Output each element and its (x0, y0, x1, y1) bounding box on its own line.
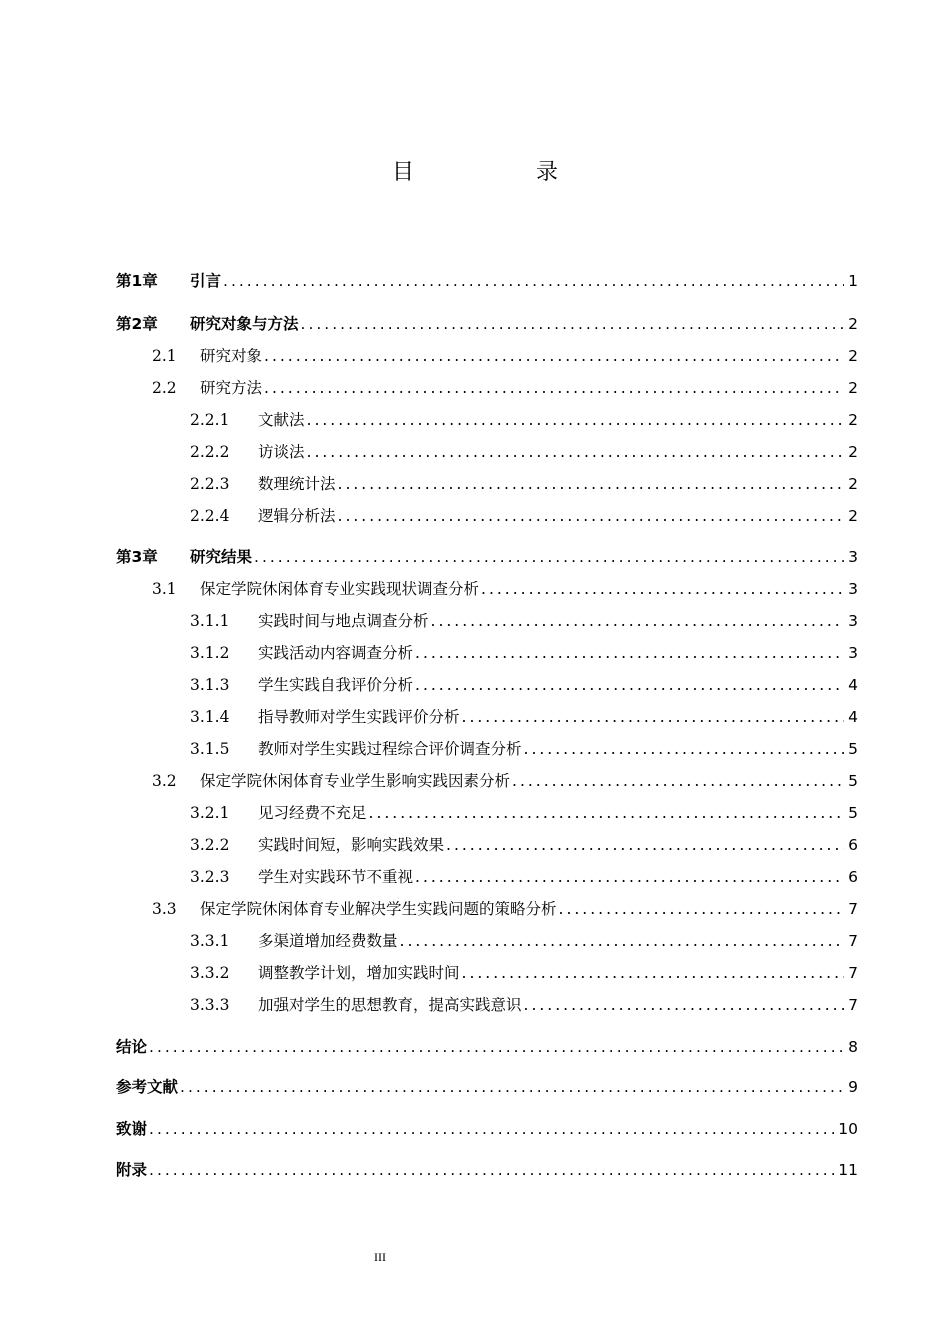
toc-entry[interactable] (190, 994, 858, 1016)
toc-entry-page: 3 (848, 612, 858, 630)
dot-leader (524, 738, 845, 760)
toc-entry-number: 3.1.5 (190, 740, 230, 758)
toc-entry-number: 3.2 (152, 772, 177, 790)
toc-entry-title: 调整教学计划，增加实践时间 (258, 964, 460, 982)
dot-leader (481, 578, 844, 600)
dot-leader (264, 345, 844, 367)
toc-entry-title: 指导教师对学生实践评价分析 (258, 708, 460, 726)
dot-leader (254, 546, 844, 568)
toc-entry[interactable] (190, 473, 858, 495)
toc-entry-number: 2.2.3 (190, 475, 230, 493)
toc-entry-number: 2.2.4 (190, 507, 230, 525)
toc-entry-number: 3.1.4 (190, 708, 230, 726)
toc-entry-page: 2 (848, 347, 858, 365)
toc-entry[interactable] (190, 674, 858, 696)
toc-entry-page: 10 (838, 1120, 858, 1138)
toc-entry-number: 第3章 (116, 548, 158, 566)
toc-entry-title: 逻辑分析法 (258, 507, 336, 525)
toc-entry-title: 研究结果 (190, 548, 253, 566)
dot-leader (446, 834, 844, 856)
toc-entry[interactable] (190, 441, 858, 463)
dot-leader (415, 674, 844, 696)
toc-entry-page: 9 (848, 1078, 858, 1096)
toc-entry-page: 4 (848, 676, 858, 694)
toc-entry-page: 7 (848, 964, 858, 982)
toc-entry-page: 2 (848, 411, 858, 429)
toc-entry-title: 研究对象与方法 (190, 315, 299, 333)
dot-leader (338, 505, 845, 527)
toc-entry[interactable] (116, 1036, 858, 1058)
toc-entry-number: 3.3.3 (190, 996, 230, 1014)
toc-entry-page: 2 (848, 507, 858, 525)
toc-entry-page: 2 (848, 475, 858, 493)
toc-entry-page: 5 (848, 740, 858, 758)
toc-entry-number: 3.3 (152, 900, 177, 918)
toc-entry[interactable] (190, 930, 858, 952)
toc-entry-title: 实践活动内容调查分析 (258, 644, 414, 662)
toc-entry[interactable] (116, 1159, 858, 1181)
dot-leader (431, 610, 845, 632)
toc-entry-title: 保定学院休闲体育专业学生影响实践因素分析 (200, 772, 511, 790)
toc-entry-title: 结论 (116, 1038, 148, 1056)
toc-entry[interactable] (190, 802, 858, 824)
toc-entry-title: 引言 (190, 272, 222, 290)
dot-leader (180, 1076, 844, 1098)
toc-entry-number: 3.3.2 (190, 964, 230, 982)
toc-entry[interactable] (116, 1118, 858, 1140)
toc-entry[interactable] (190, 610, 858, 632)
toc-entry-title: 教师对学生实践过程综合评价调查分析 (258, 740, 522, 758)
toc-entry-title: 文献法 (258, 411, 305, 429)
toc-entry-number: 2.2 (152, 379, 177, 397)
toc-entry-number: 2.1 (152, 347, 177, 365)
toc-entry-number: 3.1.3 (190, 676, 230, 694)
toc-entry-title: 保定学院休闲体育专业实践现状调查分析 (200, 580, 480, 598)
toc-entry-number: 3.3.1 (190, 932, 230, 950)
toc-entry-page: 3 (848, 548, 858, 566)
toc-entry[interactable] (152, 898, 858, 920)
toc-entry-number: 3.2.3 (190, 868, 230, 886)
toc-entry[interactable] (190, 706, 858, 728)
toc-entry-number: 第2章 (116, 315, 158, 333)
toc-entry-title: 学生实践自我评价分析 (258, 676, 414, 694)
toc-entry-number: 第1章 (116, 272, 158, 290)
toc-entry-title: 见习经费不充足 (258, 804, 367, 822)
dot-leader (462, 962, 845, 984)
dot-leader (307, 441, 845, 463)
toc-entry-title: 实践时间与地点调查分析 (258, 612, 429, 630)
toc-entry[interactable] (152, 770, 858, 792)
toc-entry-number: 3.1 (152, 580, 177, 598)
toc-title: 目 录 (391, 160, 608, 185)
toc-entry[interactable] (152, 345, 858, 367)
toc-entry[interactable] (190, 738, 858, 760)
toc-entry-page: 6 (848, 868, 858, 886)
toc-entry-page: 3 (848, 580, 858, 598)
dot-leader (264, 377, 844, 399)
toc-entry-title: 实践时间短，影响实践效果 (258, 836, 445, 854)
toc-entry[interactable] (190, 642, 858, 664)
toc-entry[interactable] (116, 270, 858, 292)
toc-entry-title: 多渠道增加经费数量 (258, 932, 398, 950)
toc-entry-page: 2 (848, 315, 858, 333)
toc-entry-page: 2 (848, 379, 858, 397)
toc-entry-number: 3.2.1 (190, 804, 230, 822)
dot-leader (415, 642, 844, 664)
toc-entry[interactable] (152, 578, 858, 600)
dot-leader (512, 770, 844, 792)
dot-leader (307, 409, 845, 431)
dot-leader (559, 898, 845, 920)
toc-entry[interactable] (152, 377, 858, 399)
toc-entry-page: 6 (848, 836, 858, 854)
dot-leader (149, 1159, 834, 1181)
toc-entry-title: 数理统计法 (258, 475, 336, 493)
toc-entry-number: 3.1.2 (190, 644, 230, 662)
toc-entry-number: 3.1.1 (190, 612, 230, 630)
page-number-footer: III (374, 1250, 386, 1264)
toc-entry-title: 访谈法 (258, 443, 305, 461)
toc-entry-title: 致谢 (116, 1120, 148, 1138)
toc-entry-page: 8 (848, 1038, 858, 1056)
toc-entry-page: 5 (848, 772, 858, 790)
dot-leader (149, 1118, 834, 1140)
toc-entry-title: 附录 (116, 1161, 148, 1179)
toc-entry-page: 7 (848, 932, 858, 950)
toc-entry[interactable] (190, 409, 858, 431)
toc-entry-number: 3.2.2 (190, 836, 230, 854)
toc-entry[interactable] (116, 1076, 858, 1098)
toc-entry-title: 学生对实践环节不重视 (258, 868, 414, 886)
toc-entry-title: 保定学院休闲体育专业解决学生实践问题的策略分析 (200, 900, 557, 918)
toc-entry-title: 参考文献 (116, 1078, 179, 1096)
toc-entry-page: 3 (848, 644, 858, 662)
toc-entry-page: 1 (848, 272, 858, 290)
toc-entry-page: 2 (848, 443, 858, 461)
dot-leader (462, 706, 845, 728)
toc-entry[interactable] (116, 313, 858, 335)
toc-entry[interactable] (116, 546, 858, 568)
toc-entry-page: 5 (848, 804, 858, 822)
toc-entry-number: 2.2.1 (190, 411, 230, 429)
toc-entry[interactable] (190, 866, 858, 888)
toc-entry-number: 2.2.2 (190, 443, 230, 461)
dot-leader (223, 270, 844, 292)
dot-leader (524, 994, 845, 1016)
toc-entry-title: 研究对象 (200, 347, 263, 365)
dot-leader (149, 1036, 844, 1058)
dot-leader (400, 930, 845, 952)
toc-entry-title: 研究方法 (200, 379, 263, 397)
dot-leader (301, 313, 845, 335)
toc-entry-title: 加强对学生的思想教育，提高实践意识 (258, 996, 522, 1014)
dot-leader (369, 802, 845, 824)
toc-entry[interactable] (190, 505, 858, 527)
dot-leader (338, 473, 845, 495)
toc-entry-page: 7 (848, 996, 858, 1014)
toc-entry-page: 11 (838, 1161, 858, 1179)
toc-entry-page: 4 (848, 708, 858, 726)
toc-entry[interactable] (190, 962, 858, 984)
dot-leader (415, 866, 844, 888)
toc-entry-page: 7 (848, 900, 858, 918)
toc-entry[interactable] (190, 834, 858, 856)
